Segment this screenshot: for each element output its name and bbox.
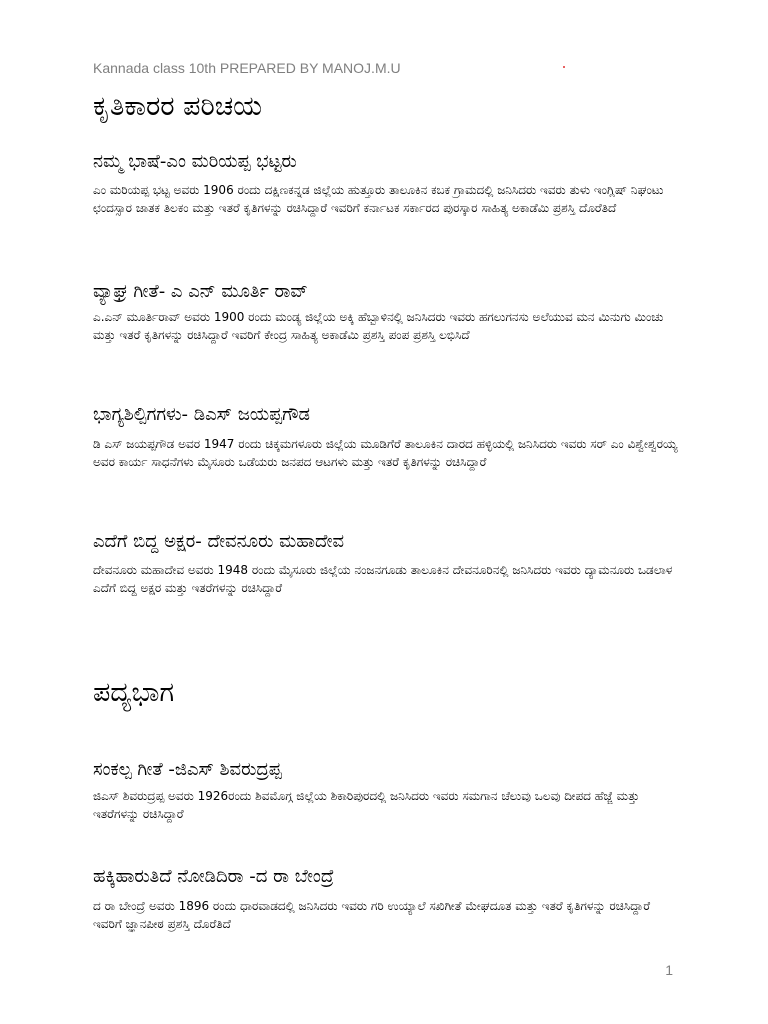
section-body: ದ ರಾ ಬೇಂದ್ರೆ ಅವರು 1896 ರಂದು ಧಾರವಾಡದಲ್ಲಿ ಜನಿಸಿದರು ಇವರು ಗರಿ ಉಯ್ಯಾಲೆ ಸಖಿಗೀತೆ ಮೇಘದೂತ ಮತ್ತು ಇತರೆ ಕೃತಿಗಳನ್ನು ರಚಿಸಿದ್ದಾರೆ ಇವರಿಗೆ ಜ್ಞಾನಪೀಠ ಪ್ರಶಸ್ತಿ ದೊರೆತಿದೆ bbox=[93, 899, 651, 931]
page-header: Kannada class 10th PREPARED BY MANOJ.M.U bbox=[93, 60, 401, 76]
section-heading: ಎದೆಗೆ ಬಿದ್ದ ಅಕ್ಷರ- ದೇವನೂರು ಮಹಾದೇವ bbox=[93, 531, 345, 552]
page-number: 1 bbox=[665, 962, 673, 978]
section-heading: ವ್ಯಾಘ್ರ ಗೀತೆ- ಎ ಎನ್ ಮೂರ್ತಿ ರಾವ್ bbox=[93, 281, 308, 302]
section-title-poetry: ಪದ್ಯಭಾಗ bbox=[93, 677, 175, 708]
section-heading: ನಮ್ಮ ಭಾಷೆ-ಎಂ ಮರಿಯಪ್ಪ ಭಟ್ಟರು bbox=[93, 151, 297, 172]
page-title: ಕೃತಿಕಾರರ ಪರಿಚಯ bbox=[93, 91, 263, 122]
section-body: ಎಂ ಮರಿಯಪ್ಪ ಭಟ್ಟ ಅವರು 1906 ರಂದು ದಕ್ಷಿಣಕನ್ನಡ ಜಿಲ್ಲೆಯ ಹುತ್ತೂರು ತಾಲೂಕಿನ ಕಬಕ ಗ್ರಾಮದಲ್ಲಿ ಜನಿಸಿದರು ಇವರು ತುಳು ಇಂಗ್ಲಿಷ್ ನಿಘಂಟು ಛಂದಸ್ಸಾರ ಜಾತಕ ತಿಲಕಂ ಮತ್ತು ಇತರೆ ಕೃತಿಗಳನ್ನು ರಚಿಸಿದ್ದಾರೆ ಇವರಿಗೆ ಕರ್ನಾಟಕ ಸರ್ಕಾರದ ಪುರಸ್ಕಾರ ಸಾಹಿತ್ಯ ಅಕಾಡೆಮಿ ಪ್ರಶಸ್ತಿ ದೊರೆತಿದೆ bbox=[93, 183, 664, 215]
section-body: ಜಿಎಸ್ ಶಿವರುದ್ರಪ್ಪ ಅವರು 1926ರಂದು ಶಿವಮೊಗ್ಗ ಜಿಲ್ಲೆಯ ಶಿಕಾರಿಪುರದಲ್ಲಿ ಜನಿಸಿದರು ಇವರು ಸಮಗಾನ ಚೆಲುವು ಒಲವು ದೀಪದ ಹೆಜ್ಜೆ ಮತ್ತು ಇತರೆಗಳನ್ನು ರಚಿಸಿದ್ದಾರೆ bbox=[93, 789, 640, 821]
section-body: ಡಿ ಎಸ್ ಜಯಪ್ಪಗೌಡ ಅವರ 1947 ರಂದು ಚಿಕ್ಕಮಗಳೂರು ಜಿಲ್ಲೆಯ ಮೂಡಿಗೆರೆ ತಾಲೂಕಿನ ದಾರದ ಹಳ್ಳಿಯಲ್ಲಿ ಜನಿಸಿದರು ಇವರು ಸರ್ ಎಂ ವಿಶ್ವೇಶ್ವರಯ್ಯ ಅವರ ಕಾರ್ಯ ಸಾಧನೆಗಳು ಮೈಸೂರು ಒಡೆಯರು ಜನಪದ ಆಟಗಳು ಮತ್ತು ಇತರೆ ಕೃತಿಗಳನ್ನು ರಚಿಸಿದ್ದಾರೆ bbox=[93, 437, 678, 469]
section-heading: ಹಕ್ಕಿಹಾರುತಿದೆ ನೋಡಿದಿರಾ -ದ ರಾ ಬೇಂದ್ರೆ bbox=[93, 866, 335, 887]
section-heading: ಭಾಗ್ಯಶಿಲ್ಪಿಗಗಳು- ಡಿಎಸ್ ಜಯಪ್ಪಗೌಡ bbox=[93, 404, 310, 425]
section-heading: ಸಂಕಲ್ಪ ಗೀತೆ -ಜಿಎಸ್ ಶಿವರುದ್ರಪ್ಪ bbox=[93, 759, 282, 780]
section-body: ಎ.ಎನ್ ಮೂರ್ತಿರಾವ್ ಅವರು 1900 ರಂದು ಮಂಡ್ಯ ಜಿಲ್ಲೆಯ ಅಕ್ಕಿ ಹೆಬ್ಬಾಳಿನಲ್ಲಿ ಜನಿಸಿದರು ಇವರು ಹಗಲುಗನಸು ಅಲೆಯುವ ಮನ ಮಿನುಗು ಮಿಂಚು ಮತ್ತು ಇತರೆ ಕೃತಿಗಳನ್ನು ರಚಿಸಿದ್ದಾರೆ ಇವರಿಗೆ ಕೇಂದ್ರ ಸಾಹಿತ್ಯ ಅಕಾಡೆಮಿ ಪ್ರಶಸ್ತಿ ಪಂಪ ಪ್ರಶಸ್ತಿ ಲಭಿಸಿದೆ bbox=[93, 310, 664, 342]
section-body: ದೇವನೂರು ಮಹಾದೇವ ಅವರು 1948 ರಂದು ಮೈಸೂರು ಜಿಲ್ಲೆಯ ನಂಜನಗೂಡು ತಾಲೂಕಿನ ದೇವನೂರಿನಲ್ಲಿ ಜನಿಸಿದರು ಇವರು ದ್ಯಾಮನೂರು ಒಡಲಾಳ ಎದೆಗೆ ಬಿದ್ದ ಅಕ್ಷರ ಮತ್ತು ಇತರೆಗಳನ್ನು ರಚಿಸಿದ್ದಾರೆ bbox=[93, 563, 673, 595]
red-dot-mark bbox=[563, 66, 565, 68]
